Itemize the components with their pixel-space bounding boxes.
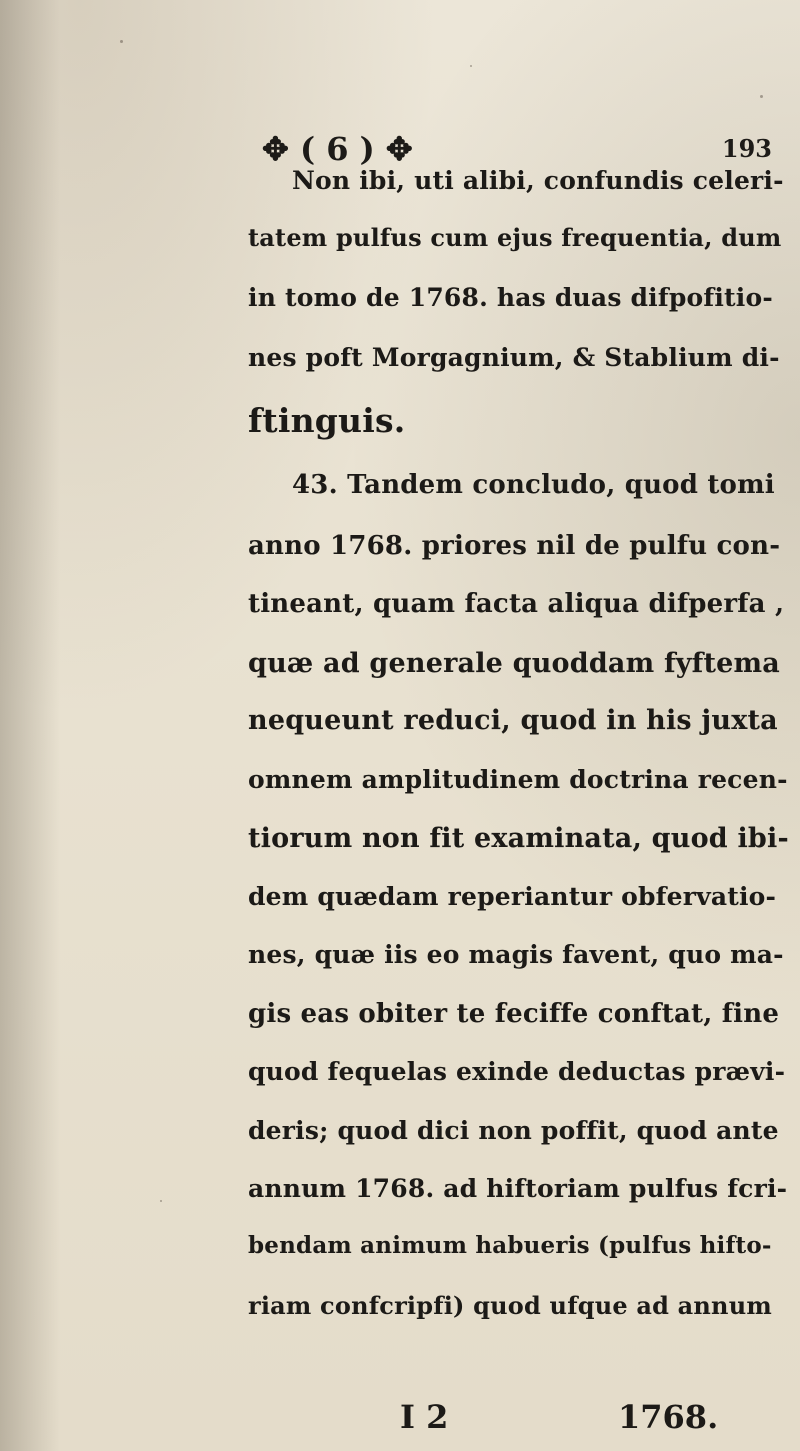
running-header bbox=[262, 130, 782, 170]
text-line: in tomo de 1768. has duas difpofitio- bbox=[248, 283, 773, 312]
text-line: quod fequelas exinde deductas prævi- bbox=[248, 1057, 786, 1086]
text-line: anno 1768. priores nil de pulfu con- bbox=[248, 531, 781, 561]
text-line: nequeunt reduci, quod in his juxta bbox=[248, 705, 778, 736]
paper-speck bbox=[470, 65, 472, 67]
page-gutter-shadow bbox=[0, 0, 60, 1451]
text-line: 43. Tandem concludo, quod tomi bbox=[292, 470, 775, 500]
text-line: dem quædam reperiantur obfervatio- bbox=[248, 882, 777, 911]
signature-mark: I 2 bbox=[400, 1398, 449, 1436]
text-line: riam confcripfi) quod ufque ad annum bbox=[248, 1291, 772, 1320]
text-line: quæ ad generale quoddam fyftema bbox=[248, 648, 781, 679]
catchword: 1768. bbox=[618, 1398, 719, 1436]
text-line: Non ibi, uti alibi, confundis celeri- bbox=[292, 166, 784, 195]
page-ornament: ✥ ( 6 ) ✥ bbox=[262, 130, 413, 168]
text-line: deris; quod dici non poffit, quod ante bbox=[248, 1116, 779, 1145]
text-line: bendam animum habueris (pulfus hifto- bbox=[248, 1232, 772, 1259]
text-line: tatem pulfus cum ejus frequentia, dum bbox=[248, 223, 782, 252]
text-line: tiorum non fit examinata, quod ibi- bbox=[248, 823, 789, 854]
text-line: ftinguis. bbox=[248, 401, 406, 440]
text-line: nes poft Morgagnium, & Stablium di- bbox=[248, 343, 780, 372]
paper-speck bbox=[760, 95, 763, 98]
text-line: gis eas obiter te feciffe conftat, fine bbox=[248, 999, 780, 1029]
page-number: 193 bbox=[721, 134, 772, 163]
text-line: annum 1768. ad hiftoriam pulfus fcri- bbox=[248, 1174, 788, 1203]
text-line: nes, quæ iis eo magis favent, quo ma- bbox=[248, 940, 784, 969]
paper-speck bbox=[160, 1200, 162, 1202]
text-line: omnem amplitudinem doctrina recen- bbox=[248, 765, 788, 794]
paper-speck bbox=[120, 40, 123, 43]
text-line: tineant, quam facta aliqua difperfa , bbox=[248, 589, 785, 619]
